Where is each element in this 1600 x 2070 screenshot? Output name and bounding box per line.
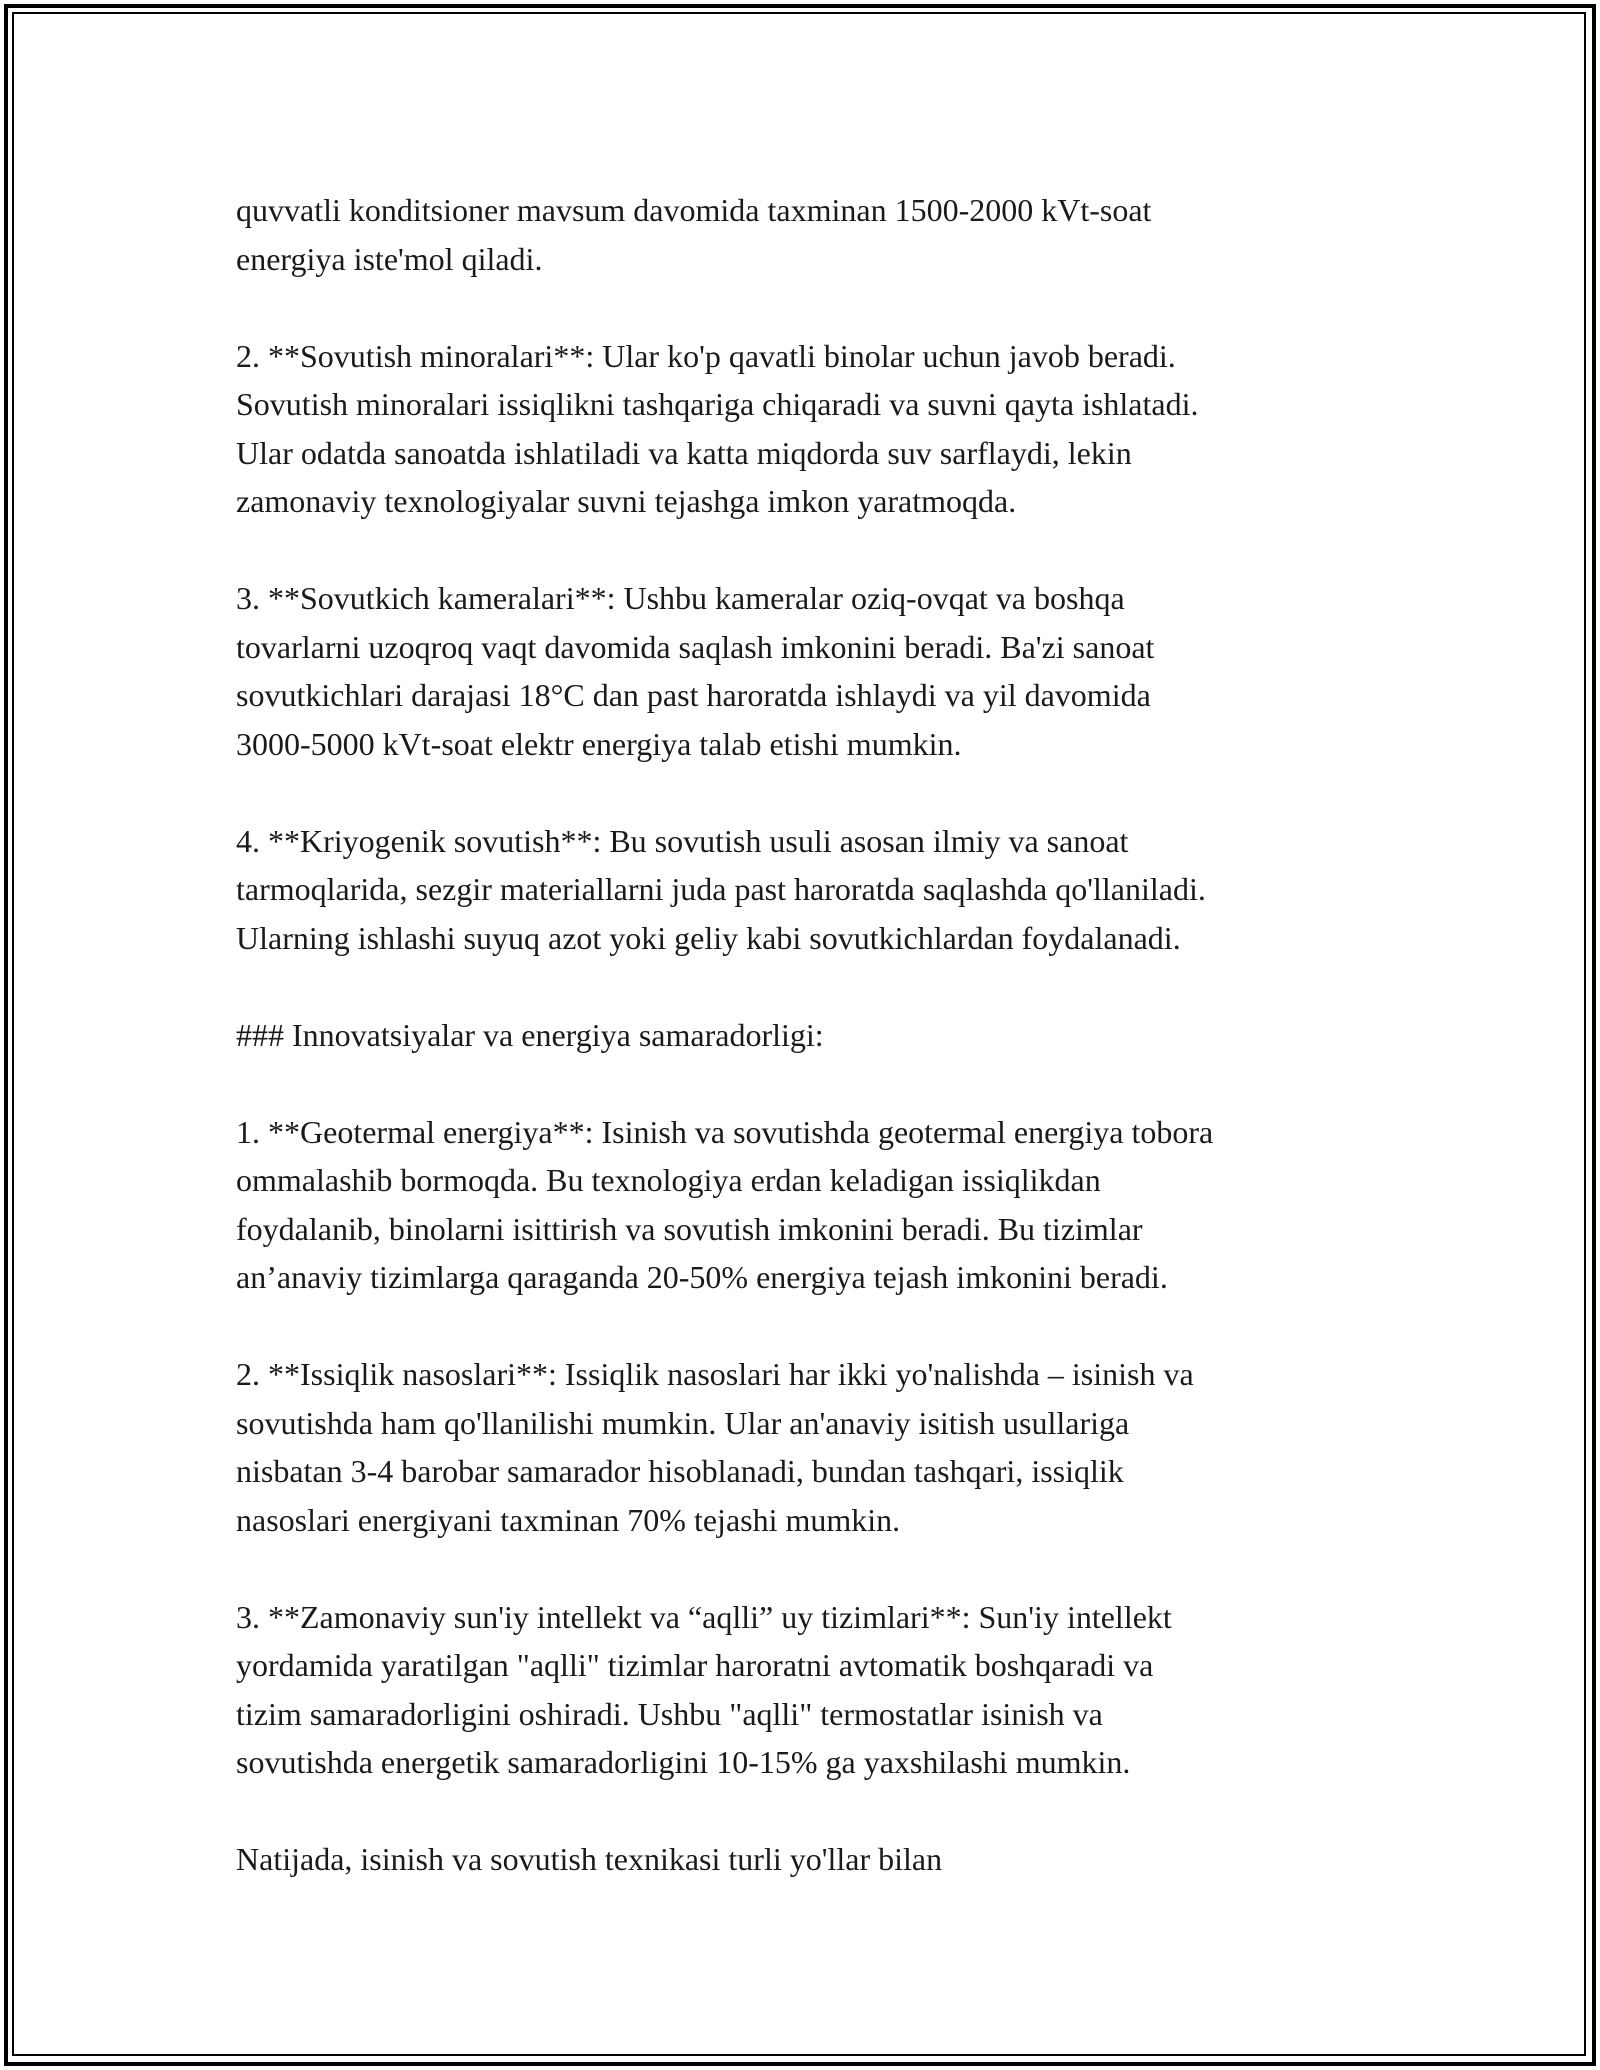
paragraph-cooling-towers: 2. **Sovutish minoralari**: Ular ko'p qavatli binolar uchun javob beradi. Sovutish minoralari issiqlikni tashqariga chiqaradi va suvni qayta ishlatadi. Ular odatda sanoatda ishlatiladi va katta miqdorda suv sarflaydi, lekin zamonaviy texnologiyalar suvni tejashga imkon yaratmoqda. [236, 337, 1199, 519]
paragraph-refrigeration-chambers: 3. **Sovutkich kameralari**: Ushbu kameralar oziq-ovqat va boshqa tovarlarni uzoqroq vaqt davomida saqlash imkonini beradi. Ba'zi sanoat sovutkichlari darajasi 18°C dan past haroratda ishlaydi va yil davomida 3000-5000 kVt-soat elektr energiya talab etishi mumkin. [236, 580, 1155, 762]
paragraph-heat-pumps: 2. **Issiqlik nasoslari**: Issiqlik nasoslari har ikki yo'nalishda – isinish va sovutishda ham qo'llanilishi mumkin. Ular an'anaviy isitish usullariga nisbatan 3-4 barobar samarador hisoblanadi, bundan tashqari, issiqlik nasoslari energiyani taxminan 70% tejashi mumkin. [236, 1356, 1194, 1538]
paragraph-air-conditioner-continuation: quvvatli konditsioner mavsum davomida taxminan 1500-2000 kVt-soat energiya iste'mol qiladi. [236, 192, 1152, 277]
document-body [236, 186, 1416, 1884]
paragraph-conclusion: Natijada, isinish va sovutish texnikasi turli yo'llar bilan [236, 1841, 943, 1877]
paragraph-cryogenic-cooling: 4. **Kriyogenik sovutish**: Bu sovutish usuli asosan ilmiy va sanoat tarmoqlarida, sezgir materiallarni juda past haroratda saqlashda qo'llaniladi. Ularning ishlashi suyuq azot yoki geliy kabi sovutkichlardan foydalanadi. [236, 822, 1206, 956]
paragraph-geothermal-energy: 1. **Geotermal energiya**: Isinish va sovutishda geotermal energiya tobora ommalashib bormoqda. Bu texnologiya erdan keladigan issiqlikdan foydalanib, binolarni isittirish va sovutish imkonini beradi. Bu tizimlar an’anaviy tizimlarga qaraganda 20-50% energiya tejash imkonini beradi. [236, 1113, 1214, 1295]
section-heading-innovations: ### Innovatsiyalar va energiya samaradorligi: [236, 1016, 824, 1053]
paragraph-smart-home-ai: 3. **Zamonaviy sun'iy intellekt va “aqlli” uy tizimlari**: Sun'iy intellekt yordamida yaratilgan "aqlli" tizimlar haroratni avtomatik boshqaradi va tizim samaradorligini oshiradi. Ushbu "aqlli" termostatlar isinish va sovutishda energetik samaradorligini 10-15% ga yaxshilashi mumkin. [236, 1598, 1172, 1780]
